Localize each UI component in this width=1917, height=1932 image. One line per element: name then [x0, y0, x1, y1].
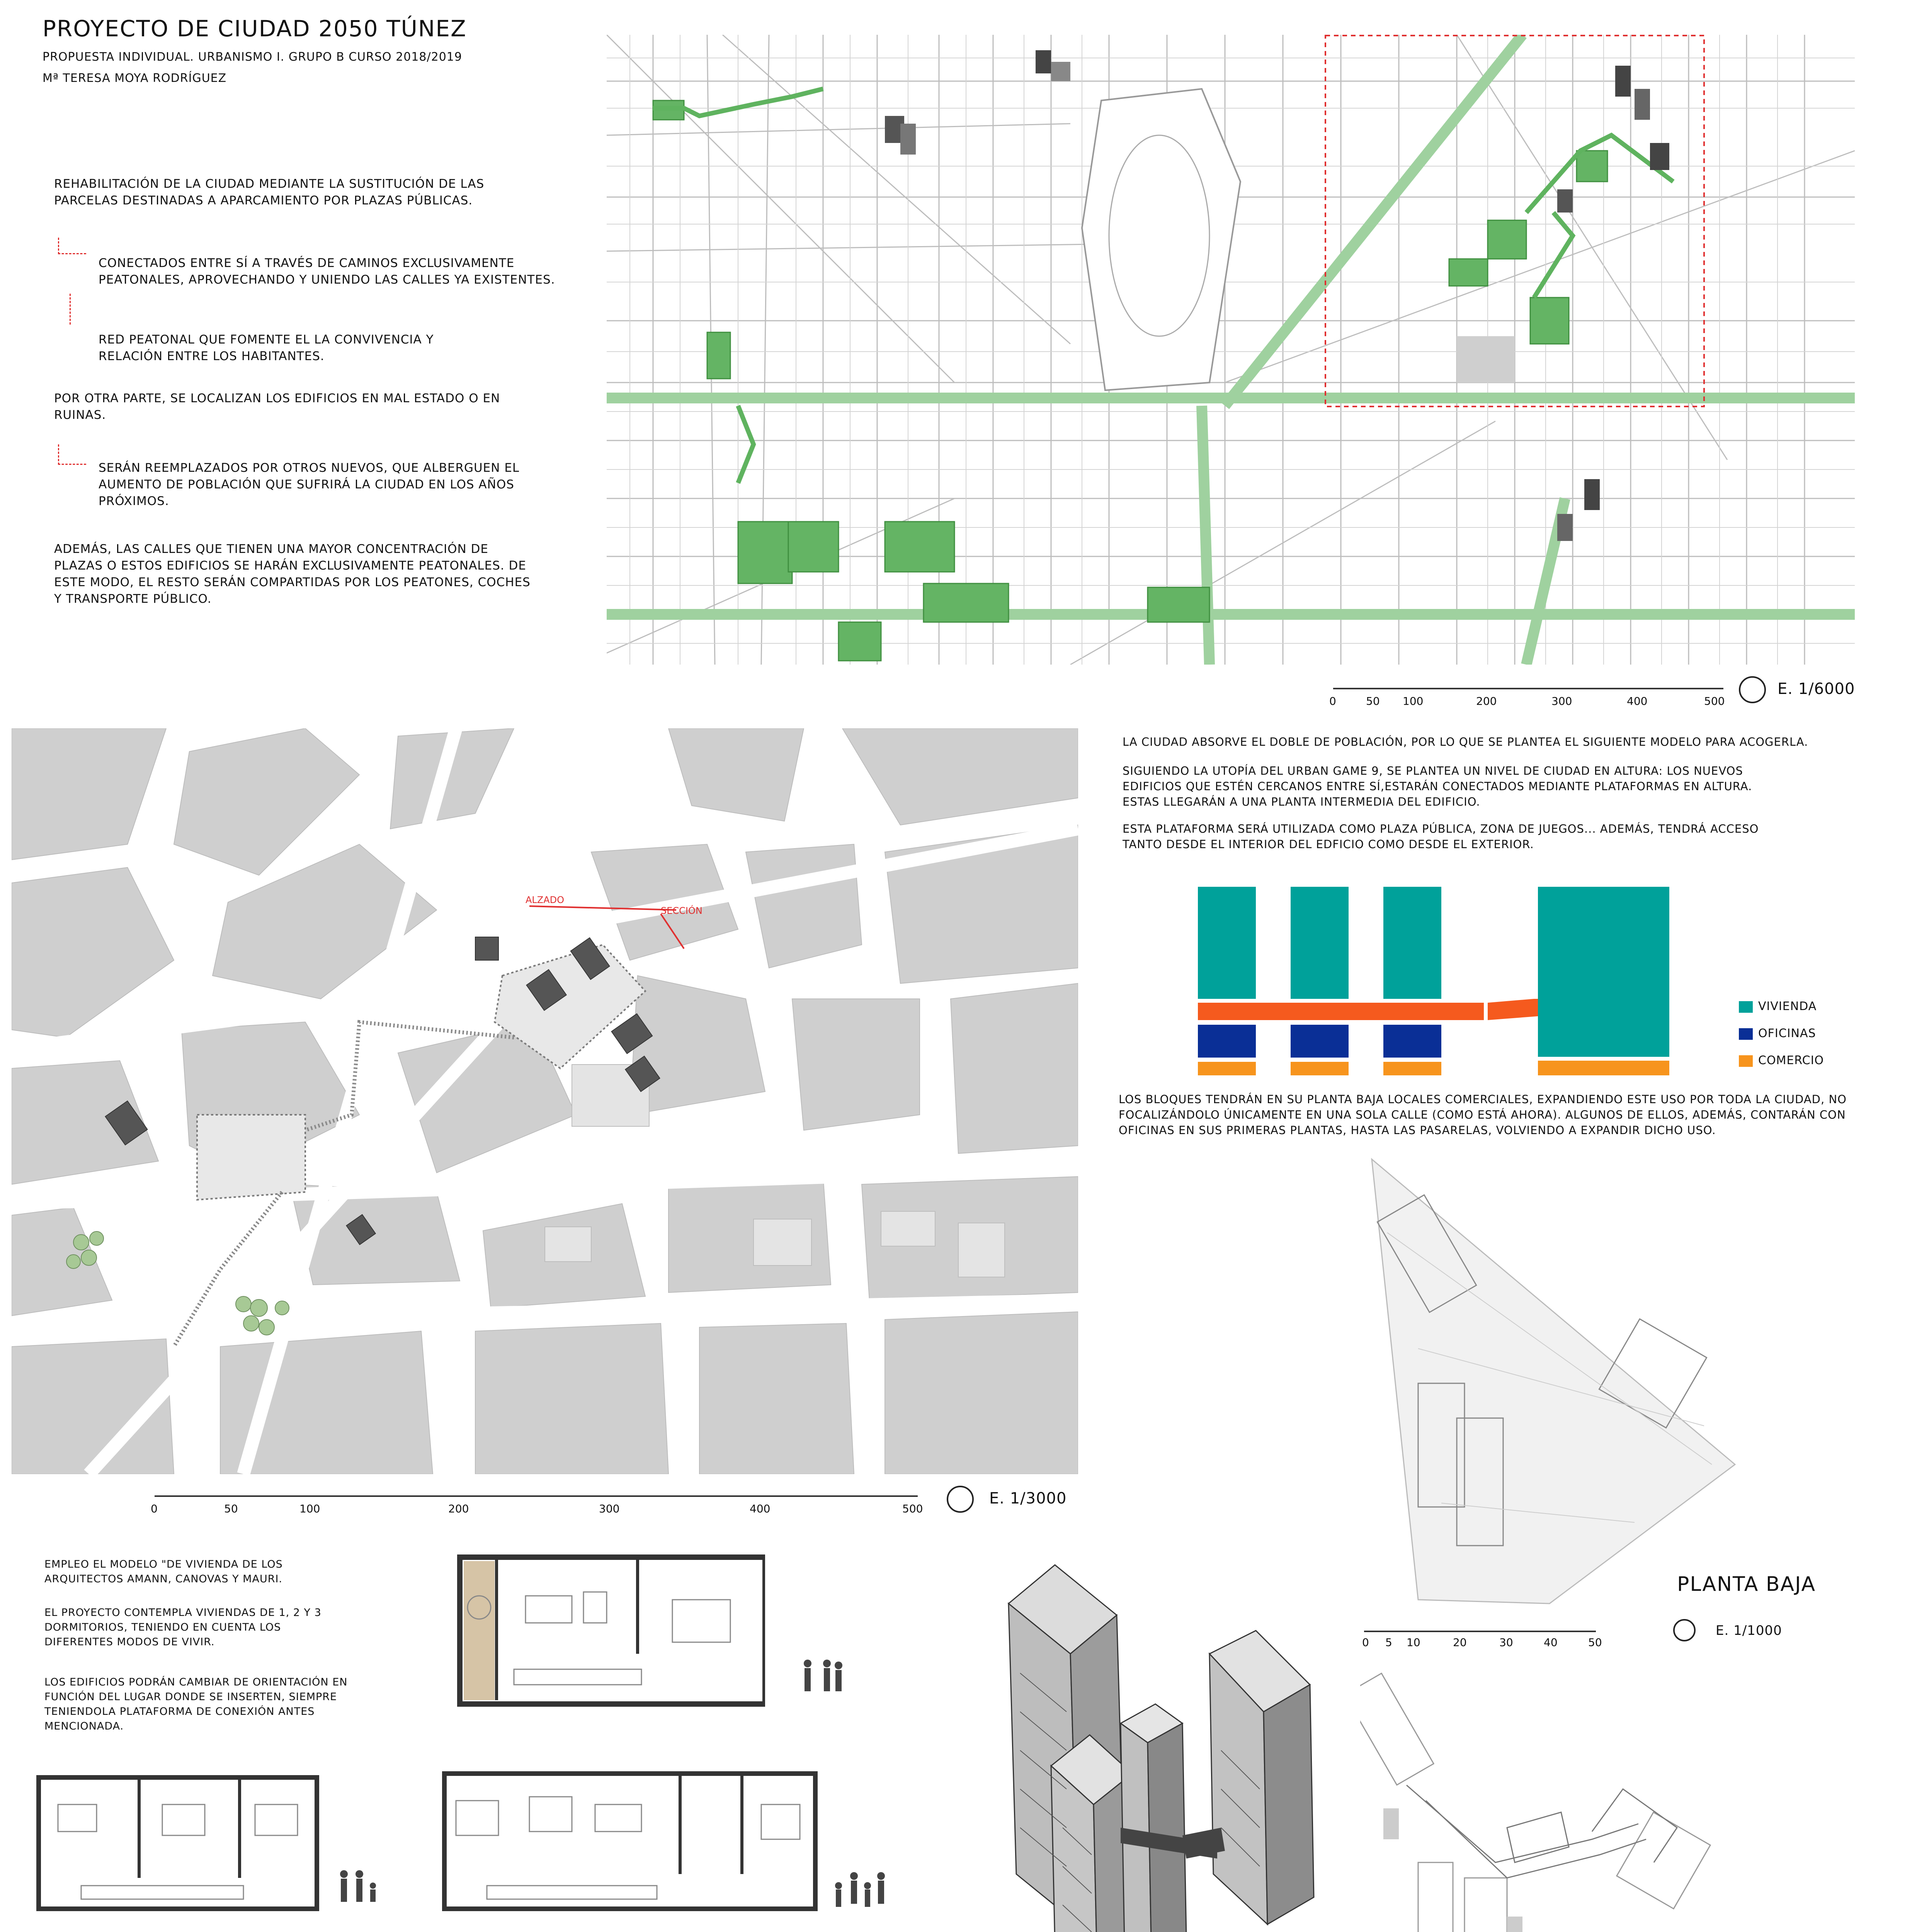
city-map-2 [12, 728, 1078, 1474]
housing-paragraph-1: EMPLEO EL MODELO "DE VIVIENDA DE LOS ARQUITECTOS AMANN, CANOVAS Y MAURI. [44, 1558, 283, 1585]
scale-tick: 0 [1329, 695, 1336, 707]
concept-paragraph-1: LA CIUDAD ABSORVE EL DOBLE DE POBLACIÓN, POR LO QUE SE PLANTEA EL SIGUIENTE MODELO PARA ACOGERLA. [1123, 735, 1808, 748]
legend-label: VIVIENDA [1758, 1000, 1817, 1013]
legend-swatch [1739, 1028, 1753, 1040]
scale-tick: 100 [1403, 695, 1424, 707]
intro-paragraph-6: ADEMÁS, LAS CALLES QUE TIENEN UNA MAYOR CONCENTRACIÓN DE PLAZAS O ESTOS EDIFICIOS SE HARÁN EXCLUSIVAMENTE PEATONALES. DE ESTE MODO, EL RESTO SERÁN COMPARTIDAS POR LOS PEATONES, COCHES Y TRANSPORTE PÚBLICO. [54, 542, 531, 606]
page-subtitle: PROPUESTA INDIVIDUAL. URBANISMO I. GRUPO B CURSO 2018/2019 [43, 50, 462, 64]
connector-dash [70, 294, 71, 325]
scale-bar-line [1364, 1631, 1596, 1632]
planta-baja-title: PLANTA BAJA [1677, 1573, 1816, 1596]
intro-paragraph-4: POR OTRA PARTE, SE LOCALIZAN LOS EDIFICIOS EN MAL ESTADO O EN RUINAS. [54, 391, 500, 422]
scale-tick: 40 [1544, 1636, 1558, 1649]
unit-plan-3 [441, 1770, 819, 1913]
city-map-1 [607, 35, 1855, 665]
scale-tick: 300 [1551, 695, 1572, 707]
block-comercio [1291, 1062, 1349, 1075]
map2-scale-bar [151, 1495, 923, 1519]
scale-tick: 200 [448, 1502, 469, 1515]
axonometric-view [993, 1557, 1341, 1932]
scale-tick: 200 [1476, 695, 1497, 707]
scale-tick: 50 [1366, 695, 1380, 707]
planta-3-drawing [1360, 1662, 1754, 1932]
legend-comercio [1739, 1047, 1824, 1074]
scale-tick: 0 [1362, 1636, 1369, 1649]
scale-tick: 100 [299, 1502, 320, 1515]
intro-paragraph-3: RED PEATONAL QUE FOMENTE EL LA CONVIVENCIA Y RELACIÓN ENTRE LOS HABITANTES. [99, 333, 434, 363]
legend-vivienda [1739, 993, 1824, 1020]
scale-tick: 50 [1588, 1636, 1602, 1649]
legend-swatch [1739, 1055, 1753, 1067]
planta-baja-scale: E. 1/1000 [1716, 1623, 1782, 1638]
intro-paragraph-1: REHABILITACIÓN DE LA CIUDAD MEDIANTE LA SUSTITUCIÓN DE LAS PARCELAS DESTINADAS A APARCAMIENTO POR PLAZAS PÚBLICAS. [54, 177, 485, 207]
block-vivienda [1198, 887, 1256, 999]
concept-paragraph-4: LOS BLOQUES TENDRÁN EN SU PLANTA BAJA LOCALES COMERCIALES, EXPANDIENDO ESTE USO POR TODA LA CIUDAD, NO FOCALIZÁNDOLO ÚNICAMENTE EN UNA SOLA CALLE (COMO ESTÁ AHORA). ALGUNOS DE ELLOS, ADEMÁS, CONTARÁN CON OFICINAS EN SUS PRIMERAS PLANTAS, HASTA LAS PASARELAS, VOLVIENDO A EXPANDIR DICHO USO. [1119, 1093, 1847, 1137]
scale-tick: 500 [902, 1502, 923, 1515]
scale-tick: 300 [599, 1502, 620, 1515]
map2-scale-label: E. 1/3000 [989, 1490, 1067, 1507]
north-circle-icon [947, 1486, 974, 1513]
intro-paragraph-2: CONECTADOS ENTRE SÍ A TRAVÉS DE CAMINOS EXCLUSIVAMENTE PEATONALES, APROVECHANDO Y UNIENDO LAS CALLES YA EXISTENTES. [99, 256, 555, 287]
block-vivienda [1383, 887, 1441, 999]
unit-plan-1 [456, 1553, 765, 1708]
legend-label: COMERCIO [1758, 1054, 1824, 1067]
use-legend [1739, 993, 1824, 1074]
map1-scale-label: E. 1/6000 [1778, 680, 1855, 698]
legend-label: OFICINAS [1758, 1027, 1816, 1040]
platform-band [1198, 1003, 1484, 1020]
scale-tick: 20 [1453, 1636, 1467, 1649]
connector-dash [58, 444, 86, 465]
scale-bar-line [155, 1495, 918, 1497]
block-vivienda [1538, 887, 1669, 1057]
connector-dash [58, 238, 86, 254]
page-title: PROYECTO DE CIUDAD 2050 TÚNEZ [43, 15, 467, 42]
block-oficinas [1383, 1025, 1441, 1058]
people-figures-icon [332, 1866, 383, 1917]
legend-oficinas [1739, 1020, 1824, 1047]
scale-tick: 400 [750, 1502, 771, 1515]
block-oficinas [1198, 1025, 1256, 1058]
planta-baja-drawing [1364, 1155, 1750, 1607]
scale-tick: 50 [224, 1502, 238, 1515]
map1-scale-bar [1329, 688, 1725, 711]
block-vivienda [1291, 887, 1349, 999]
label-alzado: ALZADO [526, 895, 565, 905]
scale-bar-line [1333, 688, 1723, 689]
north-circle-icon [1739, 676, 1766, 703]
concept-paragraph-3: ESTA PLATAFORMA SERÁ UTILIZADA COMO PLAZA PÚBLICA, ZONA DE JUEGOS... ADEMÁS, TENDRÁ ACCESO TANTO DESDE EL INTERIOR DEL EDFICIO COMO DESDE EL EXTERIOR. [1123, 822, 1759, 851]
intro-paragraph-5: SERÁN REEMPLAZADOS POR OTROS NUEVOS, QUE ALBERGUEN EL AUMENTO DE POBLACIÓN QUE SUFRIRÁ LA CIUDAD EN LOS AÑOS PRÓXIMOS. [99, 461, 520, 508]
label-seccion: SECCIÓN [661, 905, 703, 916]
housing-paragraph-3: LOS EDIFICIOS PODRÁN CAMBIAR DE ORIENTACIÓN EN FUNCIÓN DEL LUGAR DONDE SE INSERTEN, SIEMPRE TENIENDOLA PLATAFORMA DE CONEXIÓN ANTES MENCIONADA. [44, 1676, 348, 1732]
block-comercio [1383, 1062, 1441, 1075]
block-oficinas [1291, 1025, 1349, 1058]
use-diagram [1194, 885, 1681, 1078]
scale-tick: 5 [1385, 1636, 1392, 1649]
people-figures-icon [831, 1870, 889, 1920]
block-comercio [1538, 1061, 1669, 1075]
scale-tick: 400 [1627, 695, 1648, 707]
legend-swatch [1739, 1001, 1753, 1013]
block-comercio [1198, 1062, 1256, 1075]
unit-plan-2 [35, 1774, 321, 1913]
people-figures-icon [796, 1658, 850, 1708]
planta-baja-scale-bar [1362, 1631, 1602, 1650]
scale-tick: 10 [1407, 1636, 1420, 1649]
scale-tick: 500 [1704, 695, 1725, 707]
scale-tick: 0 [151, 1502, 158, 1515]
author: Mª TERESA MOYA RODRÍGUEZ [43, 71, 227, 85]
concept-paragraph-2: SIGUIENDO LA UTOPÍA DEL URBAN GAME 9, SE PLANTEA UN NIVEL DE CIUDAD EN ALTURA: LOS NUEVOS EDIFICIOS QUE ESTÉN CERCANOS ENTRE SÍ,ESTARÁN CONECTADOS MEDIANTE PLATAFORMAS EN ALTURA. ESTAS LLEGARÁN A UNA PLANTA INTERMEDIA DEL EDIFICIO. [1123, 764, 1752, 808]
platform-connector [1488, 999, 1538, 1020]
north-circle-icon [1673, 1619, 1696, 1641]
housing-paragraph-2: EL PROYECTO CONTEMPLA VIVIENDAS DE 1, 2 Y 3 DORMITORIOS, TENIENDO EN CUENTA LOS DIFERENTES MODOS DE VIVIR. [44, 1607, 321, 1648]
scale-tick: 30 [1499, 1636, 1513, 1649]
